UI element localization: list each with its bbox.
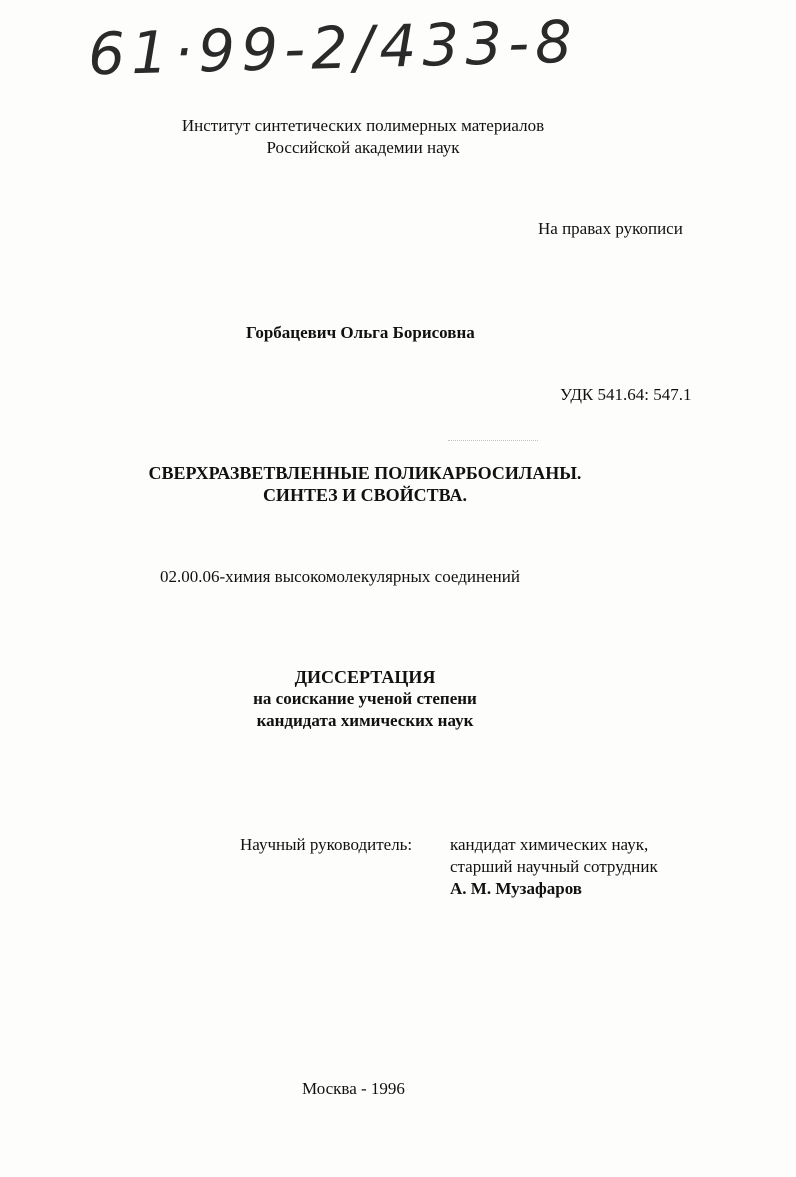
specialty-code: 02.00.06-химия высокомолекулярных соединений (160, 567, 520, 586)
supervisor-label: Научный руководитель: (240, 835, 413, 854)
handwritten-catalog-code: 61·99-2/433-8 (87, 7, 579, 89)
academy-name: Российской академии наук (266, 138, 460, 157)
dissertation-heading: ДИССЕРТАЦИЯ (294, 667, 436, 687)
institute-block (150, 115, 576, 159)
title-line-2: СИНТЕЗ И СВОЙСТВА. (262, 485, 468, 505)
supervisor-name: А. М. Музафаров (450, 879, 582, 898)
dissertation-block (200, 666, 530, 732)
supervisor-degree: кандидат химических наук, (450, 835, 649, 854)
institute-name: Институт синтетических полимерных материалов (181, 116, 545, 135)
city-year: Москва - 1996 (302, 1079, 405, 1098)
thesis-title (130, 462, 600, 506)
udk-code: УДК 541.64: 547.1 (560, 385, 692, 404)
faint-stamp-mark (448, 440, 538, 455)
title-line-1: СВЕРХРАЗВЕТВЛЕННЫЕ ПОЛИКАРБОСИЛАНЫ. (148, 463, 582, 483)
author-name: Горбацевич Ольга Борисовна (246, 323, 475, 342)
degree-name: кандидата химических наук (256, 711, 474, 730)
supervisor-position: старший научный сотрудник (450, 857, 658, 876)
manuscript-rights-note: На правах рукописи (538, 219, 683, 238)
supervisor-info (450, 834, 658, 900)
degree-purpose: на соискание ученой степени (253, 689, 477, 708)
